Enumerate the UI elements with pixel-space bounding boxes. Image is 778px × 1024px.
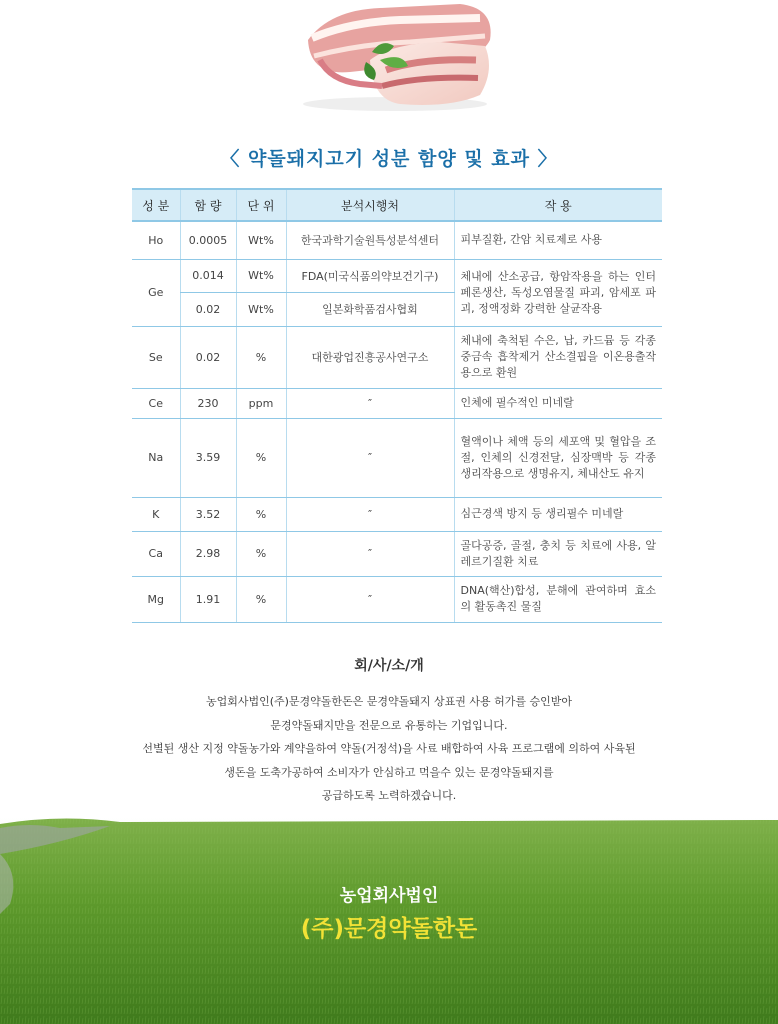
- unit-cell: Wt%: [236, 259, 286, 292]
- institution-cell: ″: [286, 388, 454, 418]
- institution-cell: 한국과학기술원특성분석센터: [286, 221, 454, 259]
- component-cell: Ca: [132, 531, 180, 576]
- amount-cell: 1.91: [180, 576, 236, 622]
- effect-cell: DNA(핵산)합성, 분해에 관여하며 효소의 활동촉진 물질: [454, 576, 662, 622]
- institution-cell: 대한광업진흥공사연구소: [286, 326, 454, 388]
- header-unit: 단 위: [236, 189, 286, 221]
- header-effect: 작 용: [454, 189, 662, 221]
- header-component: 성 분: [132, 189, 180, 221]
- intro-line: 공급하도록 노력하겠습니다.: [321, 789, 457, 802]
- table-row: [132, 388, 662, 418]
- component-cell: Mg: [132, 576, 180, 622]
- component-cell: Ce: [132, 388, 180, 418]
- corp-name-label: (주)문경약돌한돈: [300, 916, 478, 942]
- intro-line: 선별된 생산 지정 약돌농가와 계약을하여 약돌(거정석)을 사료 배합하여 사육 프로그램에 의하여 사육된: [142, 742, 636, 755]
- component-cell: Se: [132, 326, 180, 388]
- amount-cell: 230: [180, 388, 236, 418]
- intro-line: 문경약돌돼지만을 전문으로 유통하는 기업입니다.: [270, 718, 508, 732]
- effect-cell: 체내에 산소공급, 항암작용을 하는 인터페론생산, 독성오염물질 파괴, 암세포 파괴, 정액정화 강력한 살균작용: [454, 259, 662, 326]
- component-cell: Na: [132, 418, 180, 497]
- amount-cell: 0.02: [180, 326, 236, 388]
- intro-line: 농업회사법인(주)문경약돌한돈은 문경약돌돼지 상표권 사용 허가를 승인받아: [205, 695, 573, 708]
- amount-cell: 0.014: [180, 259, 236, 292]
- component-cell: Ge: [132, 259, 180, 326]
- unit-cell: Wt%: [236, 221, 286, 259]
- table-row: [132, 576, 662, 622]
- effect-cell: 골다공증, 골절, 충치 등 치료에 사용, 알레르기질환 치료: [454, 531, 662, 576]
- unit-cell: %: [236, 531, 286, 576]
- unit-cell: %: [236, 497, 286, 531]
- page-title: 〈 약돌돼지고기 성분 함양 및 효과 〉: [220, 148, 558, 170]
- amount-cell: 0.02: [180, 292, 236, 326]
- intro-line: 생돈을 도축가공하여 소비자가 안심하고 먹을수 있는 문경약돌돼지를: [224, 765, 554, 779]
- table-row: [132, 497, 662, 531]
- unit-cell: %: [236, 418, 286, 497]
- institution-cell: 일본화학품검사협회: [286, 292, 454, 326]
- institution-cell: ″: [286, 418, 454, 497]
- effect-cell: 인체에 필수적인 미네랄: [454, 388, 662, 418]
- amount-cell: 3.52: [180, 497, 236, 531]
- amount-cell: 0.0005: [180, 221, 236, 259]
- company-intro-title: 회/사/소/개: [354, 658, 424, 674]
- table-row: [132, 418, 662, 497]
- header-institution: 분석시행처: [286, 189, 454, 221]
- amount-cell: 2.98: [180, 531, 236, 576]
- institution-cell: ″: [286, 531, 454, 576]
- effect-cell: 혈액이나 체액 등의 세포액 및 혈압을 조절, 인체의 신경전달, 심장맥박 등 각종 생리작용으로 생명유지, 체내산도 유지: [454, 418, 662, 497]
- institution-cell: ″: [286, 497, 454, 531]
- amount-cell: 3.59: [180, 418, 236, 497]
- table-row: [132, 221, 662, 259]
- company-intro-text: [90, 690, 688, 808]
- effect-cell: 심근경색 방지 등 생리필수 미네랄: [454, 497, 662, 531]
- table-row: [132, 326, 662, 388]
- nutrient-table: [132, 188, 662, 623]
- effect-cell: 피부질환, 간암 치료제로 사용: [454, 221, 662, 259]
- unit-cell: %: [236, 326, 286, 388]
- unit-cell: Wt%: [236, 292, 286, 326]
- corp-type-label: 농업회사법인: [339, 886, 439, 906]
- institution-cell: FDA(미국식품의약보건기구): [286, 259, 454, 292]
- component-cell: Ho: [132, 221, 180, 259]
- header-amount: 함 량: [180, 189, 236, 221]
- effect-cell: 체내에 축척된 수은, 납, 카드뮴 등 각종 중금속 흡착제거 산소결핍을 이온용출작용으로 환원: [454, 326, 662, 388]
- table-row: [132, 531, 662, 576]
- unit-cell: ppm: [236, 388, 286, 418]
- unit-cell: %: [236, 576, 286, 622]
- pork-meat-image: [290, 0, 500, 112]
- table-row: [132, 259, 662, 292]
- institution-cell: ″: [286, 576, 454, 622]
- component-cell: K: [132, 497, 180, 531]
- table-header-row: [132, 189, 662, 221]
